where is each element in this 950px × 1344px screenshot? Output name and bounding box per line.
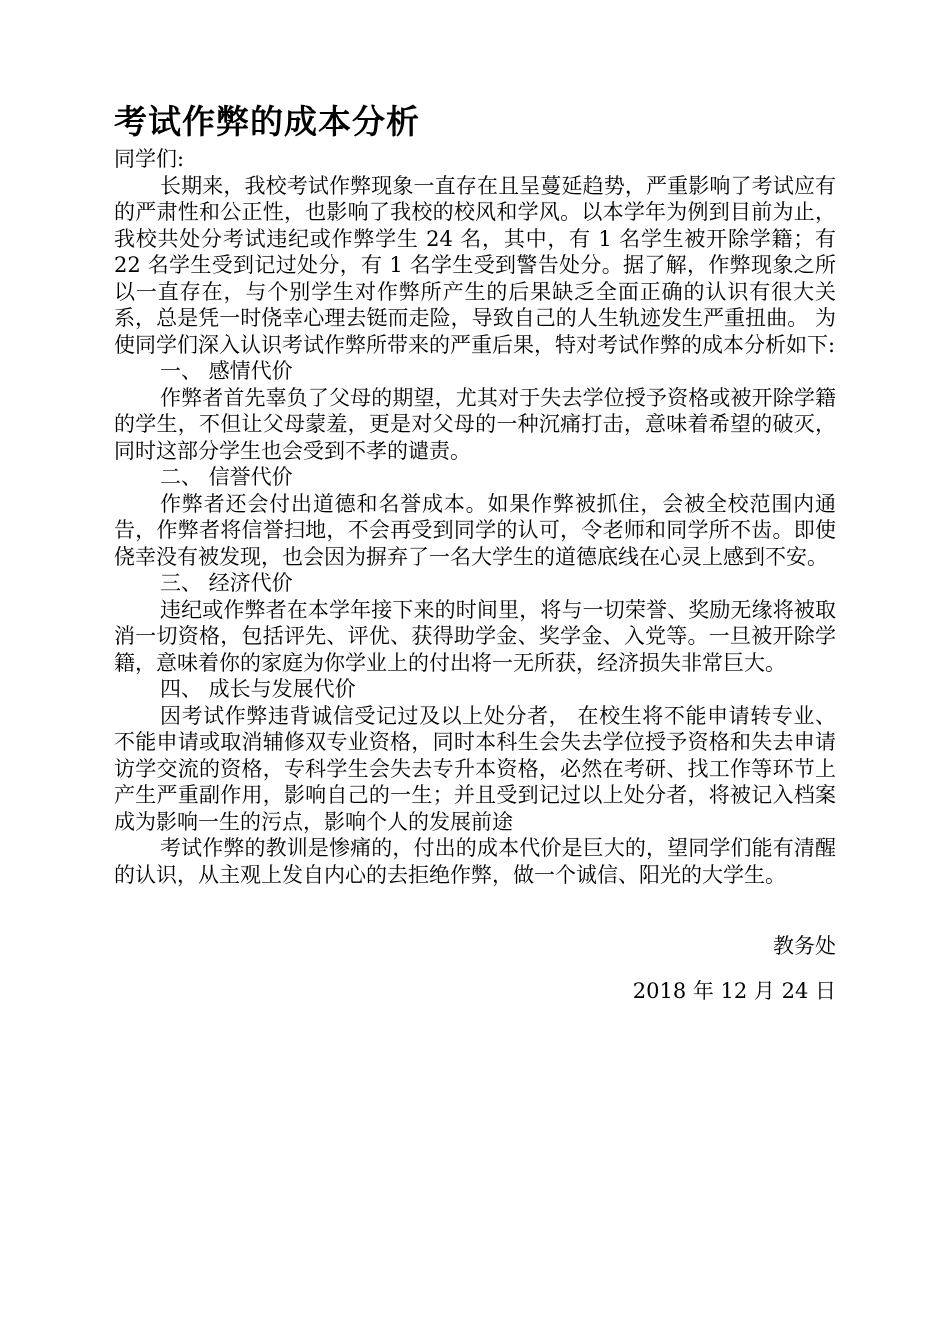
section-heading-economic-cost: 三、 经济代价 [160, 571, 293, 595]
document-title: 考试作弊的成本分析 [114, 102, 420, 141]
section-body-economic-cost: 违纪或作弊者在本学年接下来的时间里，将与一切荣誉、奖励无缘将被取消一切资格，包括评先、评优、获得助学金、奖学金、入党等。一旦被开除学籍，意味着你的家庭为你学业上的付出将一无所获，经济损失非常巨大。 [114, 597, 836, 675]
section-heading-emotional-cost: 一、 感情代价 [160, 359, 293, 383]
salutation: 同学们: [114, 147, 185, 171]
section-heading-reputation-cost: 二、 信誉代价 [160, 465, 293, 489]
document-page [114, 100, 836, 1004]
conclusion-paragraph: 考试作弊的教训是惨痛的，付出的成本代价是巨大的，望同学们能有清醒的认识，从主观上发自内心的去拒绝作弊，做一个诚信、阳光的大学生。 [114, 836, 836, 887]
section-body-reputation-cost: 作弊者还会付出道德和名誉成本。如果作弊被抓住，会被全校范围内通告，作弊者将信誉扫地，不会再受到同学的认可，令老师和同学所不齿。即使侥幸没有被发现，也会因为摒弃了一名大学生的道德底线在心灵上感到不安。 [114, 491, 836, 569]
signature-date: 2018 年 12 月 24 日 [632, 978, 836, 1003]
section-body-growth-cost: 因考试作弊违背诚信受记过及以上处分者， 在校生将不能申请转专业、不能申请或取消辅修双专业资格，同时本科生会失去学位授予资格和失去申请访学交流的资格，专科学生会失去专升本资格，必然在考研、找工作等环节上产生严重副作用，影响自己的一生；并且受到记过以上处分者，将被记入档案成为影响一生的污点，影响个人的发展前途 [114, 703, 836, 834]
intro-paragraph: 长期来，我校考试作弊现象一直存在且呈蔓延趋势，严重影响了考试应有的严肃性和公正性，也影响了我校的校风和学风。以本学年为例到目前为止，我校共处分考试违纪或作弊学生 24 名，其中，有 1 名学生被开除学籍；有 22 名学生受到记过处分，有 1 名学生受到警告处分。据了解，作弊现象之所以一直存在，与个别学生对作弊所产生的后果缺乏全面正确的认识有很大关系，总是凭一时侥幸心理去铤而走险，导致自己的人生轨迹发生严重扭曲。 为使同学们深入认识考试作弊所带来的严重后果，特对考试作弊的成本分析如下: [114, 173, 836, 357]
section-body-emotional-cost: 作弊者首先辜负了父母的期望，尤其对于失去学位授予资格或被开除学籍的学生，不但让父母蒙羞，更是对父母的一种沉痛打击，意味着希望的破灭，同时这部分学生也会受到不孝的谴责。 [114, 385, 836, 463]
section-heading-growth-cost: 四、 成长与发展代价 [160, 677, 356, 701]
signature-office: 教务处 [773, 934, 836, 958]
